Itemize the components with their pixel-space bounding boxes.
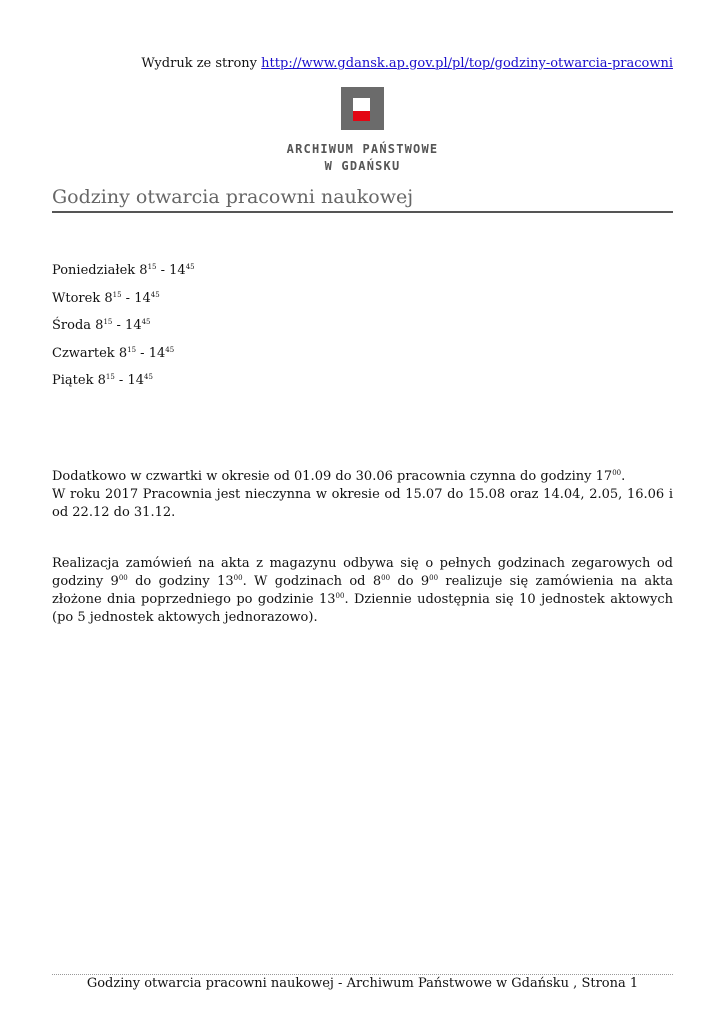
orders-text: Realizacja zamówień na akta z magazynu odbywa się o pełnych godzinach zegarowych od godziny 9 [52, 556, 673, 589]
hours-row-tuesday: Wtorek $8^{15} - 14^{45}$ [52, 290, 160, 306]
open-minute: 15 [147, 263, 157, 271]
close-hour: 14 [127, 373, 145, 388]
orders-sup: 00 [381, 574, 391, 582]
page-title: Godziny otwarcia pracowni naukowej [52, 184, 673, 213]
hours-row-thursday: Czwartek $8^{15} - 14^{45}$ [52, 345, 175, 361]
day-name: Piątek [52, 373, 94, 388]
orders-info-paragraph [52, 555, 673, 627]
archive-logo-icon [341, 87, 384, 130]
close-hour: 14 [148, 345, 166, 361]
hours-row-friday: Piątek $8^{15} - 14^{45}$ [52, 373, 153, 388]
orders-sup: 00 [233, 574, 243, 582]
footer-divider [52, 974, 673, 975]
close-minute: 45 [150, 290, 160, 299]
hours-row-wednesday: Środa $8^{15} - 14^{45}$ [52, 318, 151, 333]
orders-sup: 00 [429, 574, 439, 582]
opening-hours-list [52, 262, 195, 400]
page-footer: Godziny otwarcia pracowni naukowej - Archiwum Państwowe w Gdańsku , Strona 1 [86, 976, 639, 991]
day-name: Środa [52, 318, 92, 333]
open-hour: 8 [118, 345, 128, 361]
day-name: Poniedziałek [52, 263, 136, 278]
orders-sup: 00 [335, 592, 345, 600]
close-minute: 45 [185, 263, 195, 271]
open-hour: 8 [97, 373, 106, 388]
orders-text: do 9 [390, 574, 430, 589]
source-url-link[interactable]: http://www.gdansk.ap.gov.pl/pl/top/godziny-otwarcia-pracowni [261, 56, 673, 71]
source-prefix: Wydruk ze strony [141, 56, 258, 71]
orders-text: realizuje się zamówienia na akta złożone dnia poprzedniego po godzinie 13 [52, 574, 673, 607]
orders-text: . W godzinach od 8 [242, 574, 382, 589]
close-minute: 45 [165, 345, 175, 354]
logo-mark-white-square [353, 98, 370, 111]
open-minute: 15 [127, 345, 137, 354]
open-hour: 8 [104, 290, 113, 306]
logo-text [0, 141, 725, 175]
thursday-extended-hours-note [52, 468, 673, 486]
open-minute: 15 [112, 290, 122, 299]
logo-mark-red-square [353, 111, 370, 121]
close-minute: 45 [144, 373, 153, 381]
logo-text-line2: W GDAŃSKU [324, 159, 401, 173]
thursday-note-text: Dodatkowo w czwartki w okresie od 01.09 do 30.06 pracownia czynna do godziny 17 [52, 469, 613, 484]
open-minute: 15 [105, 373, 115, 381]
open-hour: 8 [139, 263, 148, 278]
orders-text: . Dziennie udostępnia się 10 jednostek aktowych (po 5 jednostek aktowych jednorazowo). [52, 592, 673, 625]
archive-logo [0, 87, 725, 175]
day-name: Wtorek [52, 290, 101, 306]
closure-dates-note: W roku 2017 Pracownia jest nieczynna w okresie od 15.07 do 15.08 oraz 14.04, 2.05, 16.06 i od 22.12 do 31.12. [52, 487, 673, 520]
source-line [141, 56, 673, 71]
hours-row-monday: Poniedziałek $8^{15} - 14^{45}$ [52, 263, 195, 278]
close-hour: 14 [125, 318, 142, 333]
close-hour: 14 [134, 290, 151, 306]
thursday-note-end: . [621, 469, 626, 484]
close-hour: 14 [169, 263, 186, 278]
logo-text-line1: ARCHIWUM PAŃSTWOWE [286, 142, 439, 156]
open-minute: 15 [103, 318, 113, 326]
day-name: Czwartek [52, 345, 115, 361]
open-hour: 8 [95, 318, 104, 333]
close-minute: 45 [141, 318, 151, 326]
orders-sup: 00 [118, 574, 128, 582]
thursday-note-minute: 00 [612, 469, 622, 477]
orders-text: do godziny 13 [127, 574, 234, 589]
